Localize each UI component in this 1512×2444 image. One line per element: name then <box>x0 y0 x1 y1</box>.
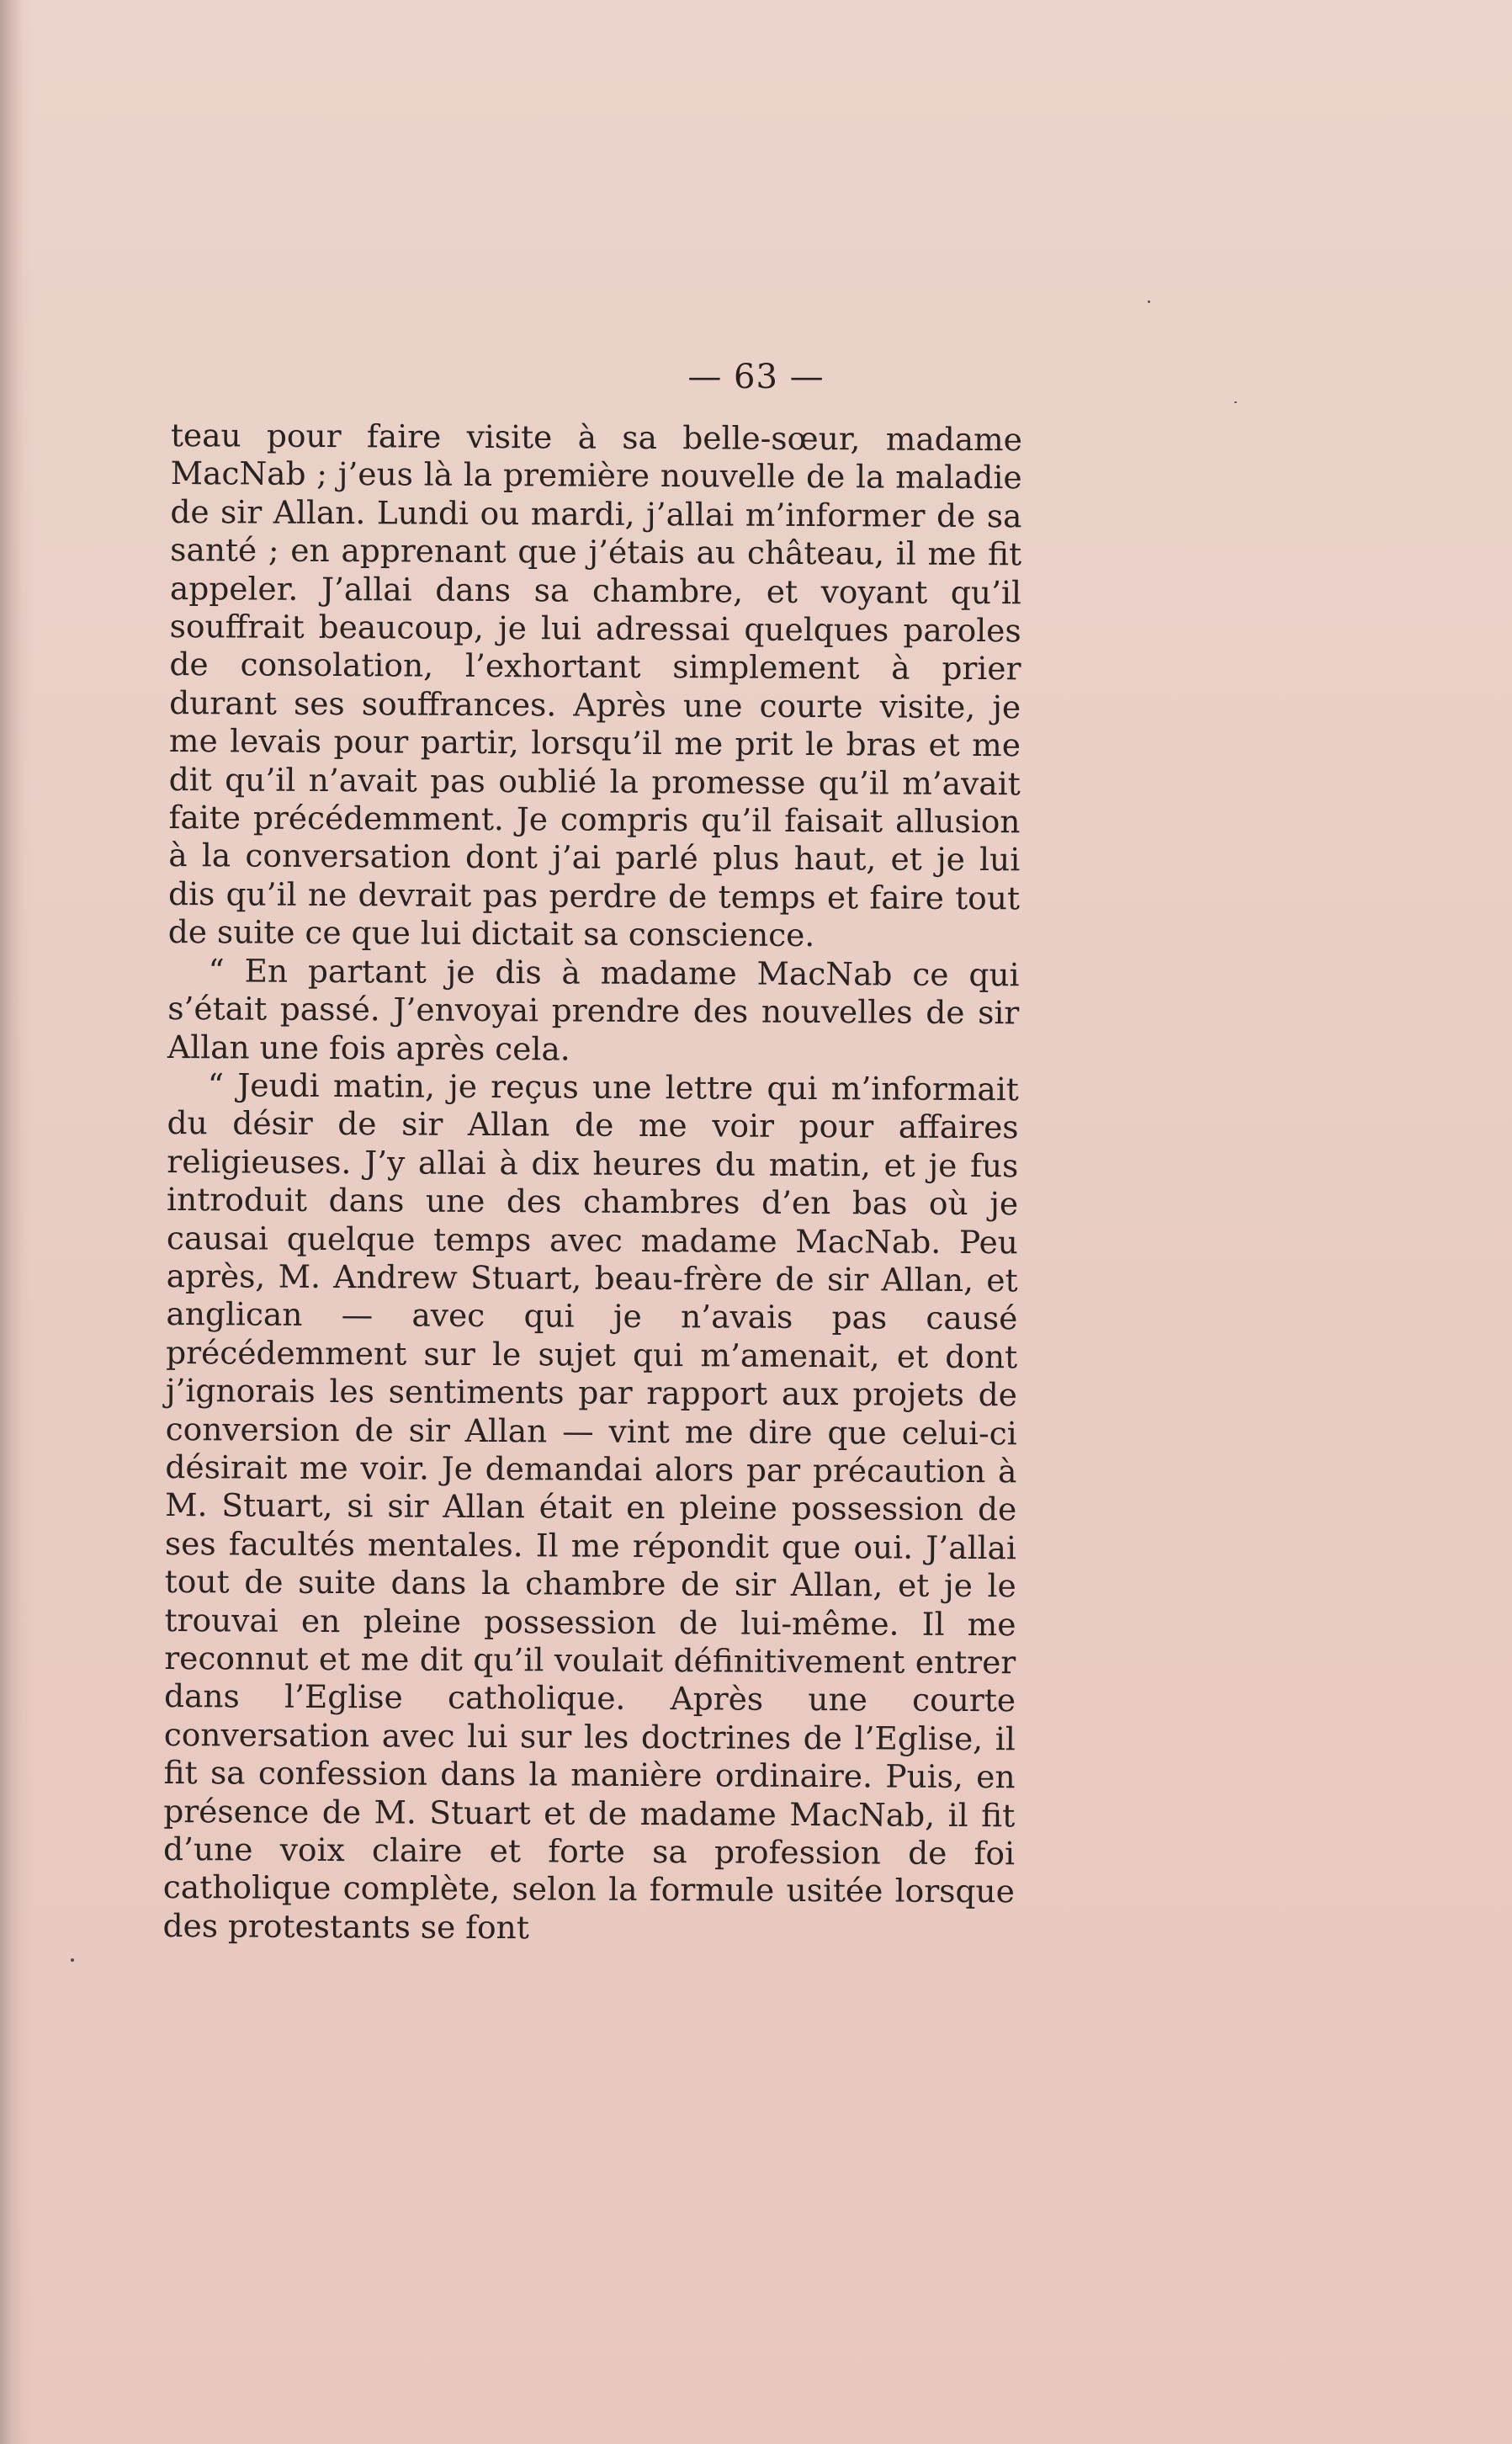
paper-speck <box>71 1958 74 1962</box>
paragraph-3: “ Jeudi matin, je reçus une lettre qui m’informait du désir de sir Allan de me voir pour affaires religieuses. J’y allai à dix heures du matin, et je fus introduit dans une des chambres d’en bas où je causai quelque temps avec madame MacNab. Peu après, M. Andrew Stuart, beau-frère de sir Allan, et anglican — avec qui je n’avais pas causé précédemment sur le sujet qui m’amenait, et dont j’ignorais les sentiments par rapport aux projets de conversion de sir Allan — vint me dire que celui-ci désirait me voir. Je demandai alors par précaution à M. Stuart, si sir Allan était en pleine possession de ses facultés mentales. Il me répondit que oui. J’allai tout de suite dans la chambre de sir Allan, et je le trouvai en pleine possession de lui-même. Il me reconnut et me dit qu’il voulait définitivement entrer dans l’Eglise catholique. Après une courte conversation avec lui sur les doctrines de l’Eglise, il fit sa confession dans la manière ordinaire. Puis, en présence de M. Stuart et de madame MacNab, il fit d’une voix claire et forte sa profession de foi catholique complète, selon la formule usitée lorsque des protestants se font <box>162 1066 1019 1947</box>
paper-speck <box>1234 401 1237 403</box>
paragraph-2: “ En partant je dis à madame MacNab ce qui s’était passé. J’envoyai prendre des nouvelles de sir Allan une fois après cela. <box>167 951 1020 1067</box>
body-text <box>162 417 1021 1950</box>
paper-speck <box>1148 300 1150 303</box>
paragraph-1: teau pour faire visite à sa belle-sœur, madame MacNab ; j’eus là la première nouvelle de la maladie de sir Allan. Lundi ou mardi, j’allai m’informer de sa santé ; en apprenant que j’étais au château, il me fit appeler. J’allai dans sa chambre, et voyant qu’il souffrait beaucoup, je lui adressai quelques paroles de consolation, l’exhortant simplement à prier durant ses souffrances. Après une courte visite, je me levais pour partir, lorsqu’il me prit le bras et me dit qu’il n’avait pas oublié la promesse qu’il m’avait faite précédemment. Je compris qu’il faisait allusion à la conversation dont j’ai parlé plus haut, et je lui dis qu’il ne devrait pas perdre de temps et faire tout de suite ce que lui dictait sa conscience. <box>167 417 1022 954</box>
page-number: — 63 — <box>687 358 825 396</box>
